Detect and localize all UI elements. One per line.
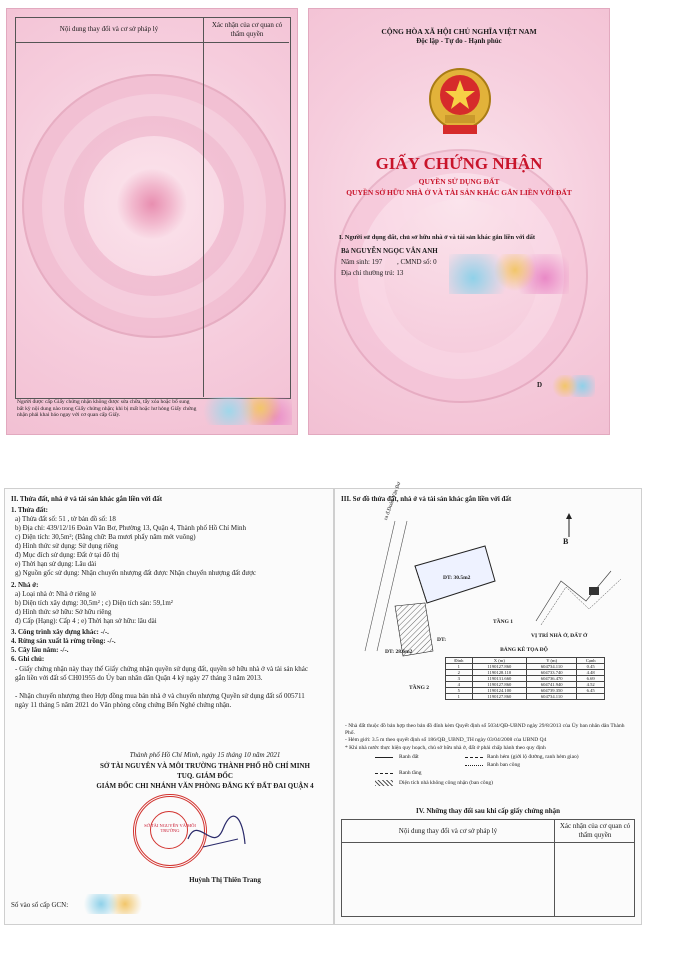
legend-item: Diện tích nhà không công nhận (ban công) <box>399 780 493 786</box>
north-arrow-icon <box>566 513 572 537</box>
sign-org-3: GIÁM ĐỐC CHI NHÁNH VĂN PHÒNG ĐĂNG KÝ ĐẤT ĐAI QUẬN 4 <box>96 782 314 790</box>
national-emblem-icon <box>425 61 495 143</box>
map-note: - Nhà đất thuộc đồ bản hợp theo bản đồ đính kèm Quyết định số 5034/QĐ-UBND ngày 29/8/2013 của Ủy ban nhân dân Thành Phố. <box>345 723 625 736</box>
certificate-inner-page <box>0 480 683 960</box>
coord-cell: 4.52 <box>577 682 605 688</box>
location-map <box>531 561 631 629</box>
coord-cell: 1190127.860 <box>472 682 526 688</box>
land-line: b) Địa chỉ: 439/12/16 Đoàn Văn Bơ, Phường 13, Quận 4, Thành phố Hồ Chí Minh <box>15 524 247 532</box>
coord-cell: 1190124.100 <box>472 688 526 694</box>
coord-cell: 6.45 <box>577 688 605 694</box>
house-line: d) Hình thức sở hữu: Sở hữu riêng <box>15 608 112 616</box>
legend-item: Ranh hẻm (giới lộ đường, ranh hẻm giao) <box>487 754 579 760</box>
legend-item: Ranh đất <box>399 754 419 760</box>
land-line: g) Nguồn gốc sử dụng: Nhận chuyển nhượng đất được Nhận chuyển nhượng đất được <box>15 569 257 577</box>
serial-blur <box>545 375 595 397</box>
coord-cell: 5 <box>446 688 473 694</box>
stamp-text: SỞ TÀI NGUYÊN VÀ MÔI TRƯỜNG <box>144 823 196 834</box>
coord-header-cell: X (m) <box>472 658 526 664</box>
section-3-heading: III. Sơ đồ thửa đất, nhà ở và tài sản khác gắn liền với đất <box>341 495 512 503</box>
coord-cell <box>577 694 605 700</box>
section-1-heading: I. Người sử dụng đất, chủ sở hữu nhà ở và tài sản khác gắn liền với đất <box>339 234 536 241</box>
book-number-blur <box>83 894 143 914</box>
location-title: VỊ TRÍ NHÀ Ở, ĐẤT Ở <box>531 633 588 639</box>
legend-item: Ranh tầng <box>399 770 422 776</box>
coord-cell: 3 <box>446 676 473 682</box>
t4-col1: Nội dung thay đổi và cơ sở pháp lý <box>398 827 498 835</box>
coord-cell: 1190127.860 <box>472 694 526 700</box>
coord-table-title: BẢNG KÊ TỌA ĐỘ <box>500 647 548 653</box>
coord-cell: 604741.940 <box>527 682 577 688</box>
legend <box>375 755 615 797</box>
floor-1-label: TẦNG 1 <box>493 619 514 625</box>
coord-header-cell: Cạnh <box>577 658 605 664</box>
separator-band <box>0 453 683 480</box>
coord-cell: 6.69 <box>577 676 605 682</box>
coord-cell: 0.45 <box>577 664 605 670</box>
signature-mark <box>183 809 253 859</box>
other-line: 6. Ghi chú: <box>11 655 45 663</box>
land-line: c) Diện tích: 30,5m²; (Bằng chữ: Ba mươi phẩy năm mét vuông) <box>15 533 196 541</box>
land-line: a) Thửa đất số: 51 , tờ bản đồ số: 18 <box>15 515 116 523</box>
diagram-page <box>334 481 642 925</box>
coord-cell: 1 <box>446 694 473 700</box>
country-name: CỘNG HÒA XÃ HỘI CHỦ NGHĨA VIỆT NAM <box>381 27 537 36</box>
sign-org-1: SỞ TÀI NGUYÊN VÀ MÔI TRƯỜNG THÀNH PHỐ HỒ CHÍ MINH <box>99 762 311 770</box>
floor-2-area: DT: <box>437 637 447 643</box>
owner-id: , CMND số: 0 <box>397 258 437 266</box>
owner-address: Địa chỉ thường trú: 13 <box>341 269 404 277</box>
map-note: - Hẻm giới: 3.5 m theo quyết định số 186/QĐ_UBND_TH ngày 03/04/2008 của UBND Q4 <box>345 737 547 743</box>
land-area-label: DT: 30.5m2 <box>443 575 471 581</box>
coord-header-cell: Y (m) <box>527 658 577 664</box>
land-line: d) Hình thức sử dụng: Sử dụng riêng <box>15 542 118 550</box>
coord-cell: 1190127.860 <box>472 664 526 670</box>
coordinate-table <box>445 657 605 700</box>
certificate-title: GIẤY CHỨNG NHẬN <box>375 154 543 173</box>
house-heading: 2. Nhà ở: <box>11 581 39 589</box>
other-line: 5. Cây lâu năm: -/-. <box>11 646 69 654</box>
coord-cell: 1190131.660 <box>472 676 526 682</box>
table-row <box>446 694 605 700</box>
note-line: - Giấy chứng nhận này thay thế Giấy chứng nhận quyền sử dụng đất, quyền sở hữu nhà ở và tài sản khác gắn liền với đất số CH01955 do Ủy ban nhân dân Quận 4 ký ngày 27 tháng 3 năm 2013. <box>15 665 308 682</box>
floor-2-area-value: DT: 28.6m2 <box>385 649 413 655</box>
street-label: ra đ.Đoàn Văn Bơ <box>383 481 403 522</box>
redaction-blur <box>449 254 569 294</box>
coord-cell: 4.48 <box>577 670 605 676</box>
north-arrow-label: B <box>563 537 569 546</box>
left-table-col2: Xác nhận của cơ quan có thẩm quyền <box>211 21 283 38</box>
coord-cell: 604736.470 <box>527 676 577 682</box>
map-note: * Khi nhà nước thực hiện quy hoạch, chủ sở hữu nhà ở, đất ở phải chấp hành theo quy định <box>345 745 546 751</box>
other-line: 3. Công trình xây dựng khác: -/-. <box>11 628 109 636</box>
house-line: đ) Cấp (Hạng): Cấp 4 ; e) Thời hạn sở hữu: lâu dài <box>15 617 157 625</box>
coord-cell: 4 <box>446 682 473 688</box>
parcel-diagram <box>355 511 555 661</box>
left-table-col1: Nội dung thay đổi và cơ sở pháp lý <box>59 25 159 33</box>
land-line: đ) Mục đích sử dụng: Đất ở tại đô thị <box>15 551 120 559</box>
t4-col2: Xác nhận của cơ quan có thẩm quyền <box>559 822 631 839</box>
note-line: - Nhận chuyển nhượng theo Hợp đồng mua bán nhà ở và chuyển nhượng Quyền sử dụng đất số 005711 ngày 11 tháng 5 năm 2021 do Văn phòng công chứng Bến Nghé chứng nhận. <box>15 692 305 709</box>
changes-table <box>341 819 635 917</box>
owner-name: Bà NGUYỄN NGỌC VÂN ANH <box>341 247 438 255</box>
certificate-subtitle-1: QUYỀN SỬ DỤNG ĐẤT <box>418 177 500 186</box>
land-details-page <box>4 488 334 925</box>
changes-panel-left <box>6 8 298 435</box>
other-line: 4. Rừng sản xuất là rừng trồng: -/-. <box>11 637 116 645</box>
legend-item: Ranh ban công <box>487 762 520 768</box>
coord-cell: 604733.740 <box>527 670 577 676</box>
floor-2-label: TẦNG 2 <box>409 685 430 691</box>
certificate-front-right <box>308 8 610 435</box>
coord-cell: 604734.110 <box>527 664 577 670</box>
coord-cell: 1 <box>446 664 473 670</box>
certificate-cover-page <box>0 0 683 453</box>
coord-cell: 604734.110 <box>527 694 577 700</box>
land-line: e) Thời hạn sử dụng: Lâu dài <box>15 560 97 568</box>
signer-name: Huỳnh Thị Thiên Trang <box>189 876 261 884</box>
sign-place-date: Thành phố Hồ Chí Minh, ngày 15 tháng 10 năm 2021 <box>129 751 281 759</box>
coord-header-cell: Đỉnh <box>446 658 473 664</box>
owner-birth: Năm sinh: 197 <box>341 258 383 266</box>
book-number: Số vào sổ cấp GCN: <box>11 901 69 909</box>
motto: Độc lập - Tự do - Hạnh phúc <box>416 37 502 45</box>
coord-cell: 1190128.110 <box>472 670 526 676</box>
coord-cell: 2 <box>446 670 473 676</box>
serial-number: D <box>537 381 543 389</box>
sticker-blur <box>202 397 292 425</box>
land-heading: 1. Thửa đất: <box>11 506 48 514</box>
footnote: Người được cấp Giấy chứng nhận không được sửa chữa, tẩy xóa hoặc bổ sung bất kỳ nội dung nào trong Giấy chứng nhận; khi bị mất hoặc hư hỏng Giấy chứng nhận phải khai báo ngay với cơ quan cấp Giấy. <box>17 399 197 419</box>
house-line: b) Diện tích xây dựng: 30,5m² ; c) Diện tích sàn: 59,1m² <box>15 599 173 607</box>
section-4-heading: IV. Những thay đổi sau khi cấp giấy chứng nhận <box>415 807 561 815</box>
certificate-subtitle-2: QUYỀN SỞ HỮU NHÀ Ở VÀ TÀI SẢN KHÁC GẮN LIỀN VỚI ĐẤT <box>346 188 572 197</box>
section-2-heading: II. Thửa đất, nhà ở và tài sản khác gắn liền với đất <box>11 495 163 503</box>
sign-org-2: TUQ. GIÁM ĐỐC <box>177 772 233 780</box>
house-line: a) Loại nhà ở: Nhà ở riêng lẻ <box>15 590 97 598</box>
coord-cell: 604739.350 <box>527 688 577 694</box>
